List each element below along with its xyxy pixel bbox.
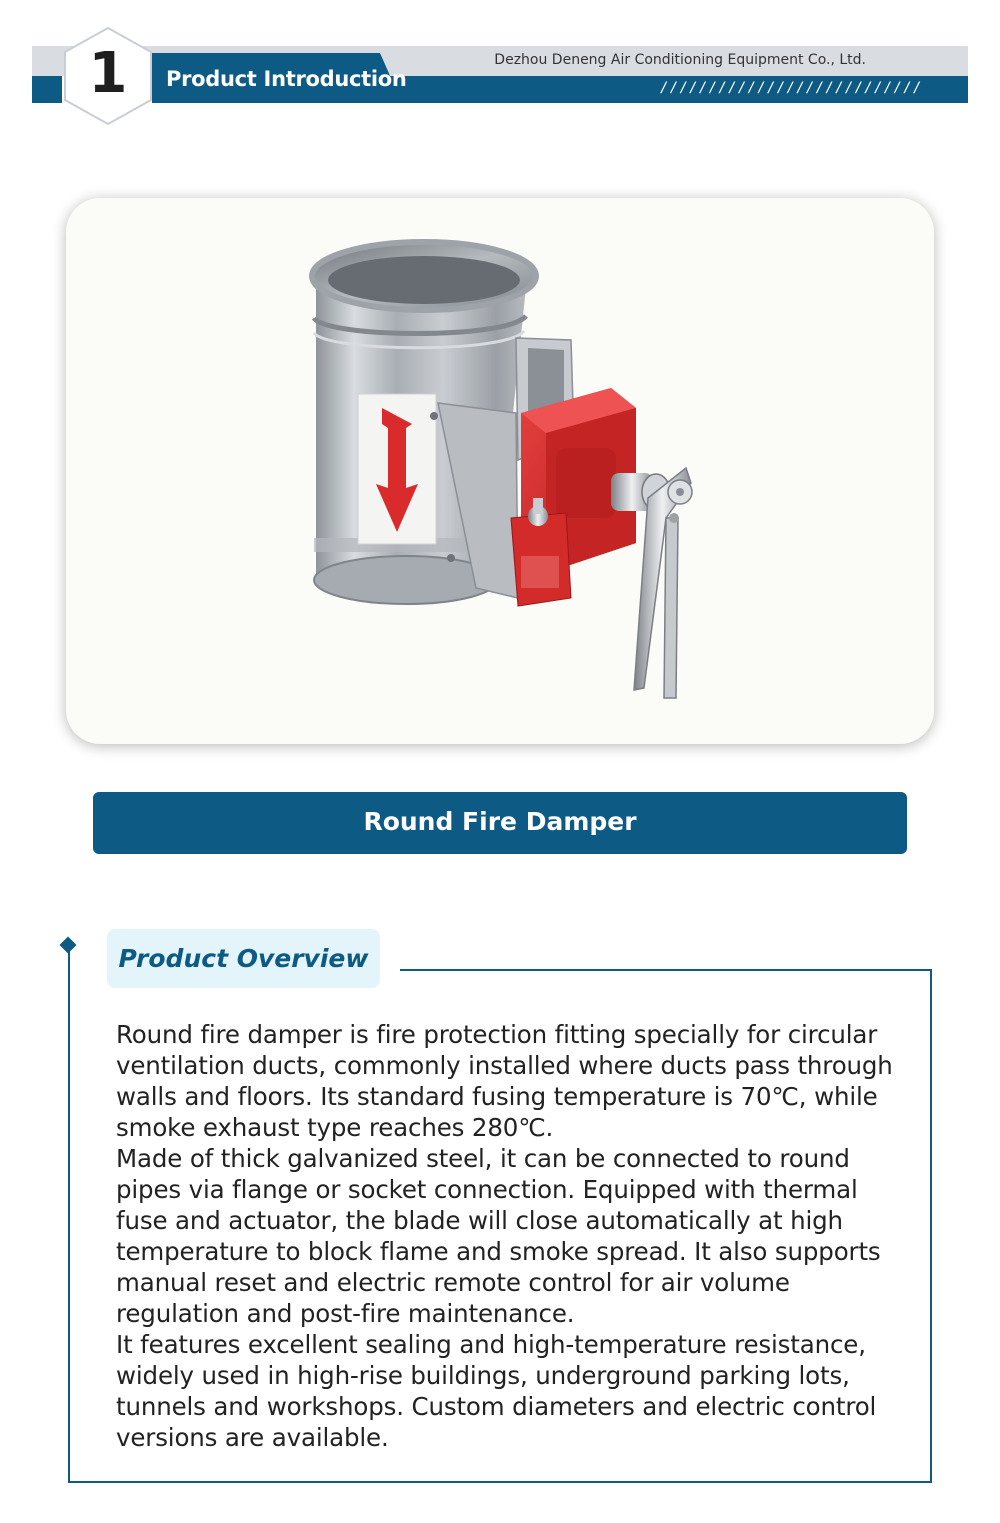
overview-right-border: [930, 970, 932, 1482]
header-blue-stub: [32, 76, 62, 103]
overview-paragraph: Made of thick galvanized steel, it can be connected to round pipes via flange or socket connection. Equipped with thermal fuse and actuator, the blade will close automatically at high temperature to block flame and smoke spread. It also supports manual reset and electric remote control for air volume regulation and post-fire maintenance.: [116, 1144, 881, 1328]
overview-left-border: [68, 950, 70, 1482]
product-photo: [66, 198, 934, 744]
diamond-bullet-icon: [60, 937, 77, 954]
overview-paragraph: Round fire damper is fire protection fitting specially for circular ventilation ducts, commonly installed where ducts pass through walls and floors. Its standard fusing temperature is 70℃, while smoke exhaust type reaches 280℃.: [116, 1020, 893, 1142]
section-title: Product Introduction: [166, 67, 407, 91]
section-number: 1: [88, 41, 128, 106]
product-photo-card: [66, 198, 934, 744]
product-title: Round Fire Damper: [93, 792, 907, 854]
overview-heading: Product Overview: [118, 944, 369, 973]
header-slash-decoration: ///////////////////////////: [660, 80, 923, 96]
overview-bottom-border: [68, 1481, 932, 1483]
company-name: Dezhou Deneng Air Conditioning Equipment Co., Ltd.: [494, 52, 866, 68]
overview-top-border: [400, 969, 932, 971]
overview-body: [116, 1019, 906, 1453]
overview-paragraph: It features excellent sealing and high-temperature resistance, widely used in high-rise buildings, underground parking lots, tunnels and workshops. Custom diameters and electric control versions are available.: [116, 1330, 877, 1452]
